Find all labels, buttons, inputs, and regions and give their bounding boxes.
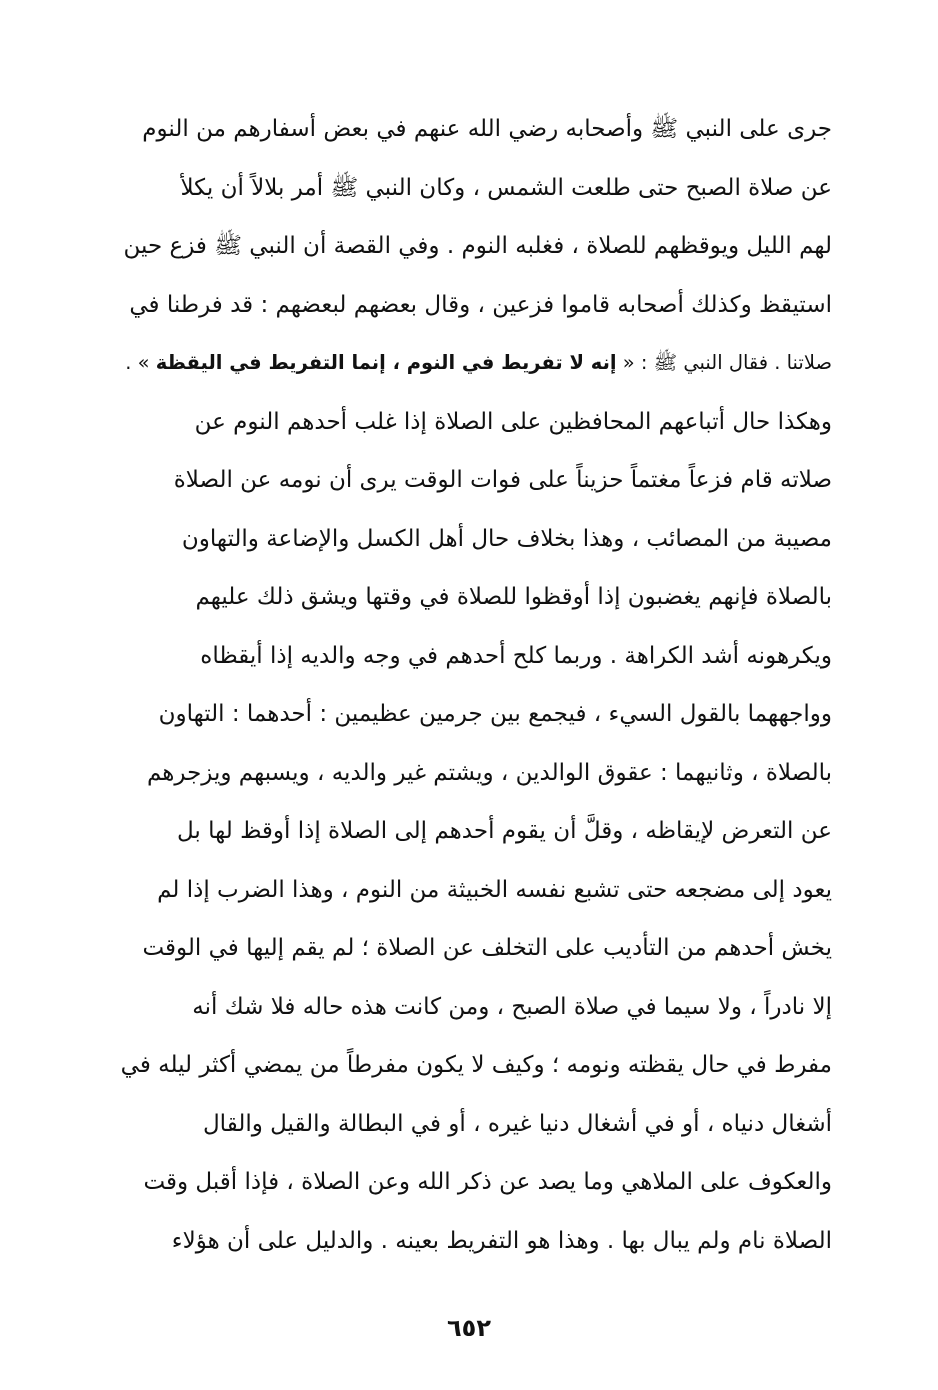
body-text <box>118 106 832 1276</box>
hadith-intro: صلاتنا . فقال النبي ﷺ : « <box>616 351 832 374</box>
text-line: وهكذا حال أتباعهم المحافظين على الصلاة إذا غلب أحدهم النوم عن <box>194 408 832 435</box>
text-line: الصلاة نام ولم يبال بها . وهذا هو التفريط بعينه . والدليل على أن هؤلاء <box>171 1227 832 1254</box>
text-line: صلاته قام فزعاً مغتماً حزيناً على فوات الوقت يرى أن نومه عن الصلاة <box>173 467 832 493</box>
text-line: مفرط في حال يقظته ونومه ؛ وكيف لا يكون مفرطاً من يمضي أكثر ليله في <box>120 1052 832 1078</box>
text-line: يعود إلى مضجعه حتى تشبع نفسه الخبيثة من النوم ، وهذا الضرب إذا لم <box>157 876 832 903</box>
text-line: يخش أحدهم من التأديب على التخلف عن الصلاة ؛ لم يقم إليها في الوقت <box>142 935 832 961</box>
text-line: وواجههما بالقول السيء ، فيجمع بين جرمين عظيمين : أحدهما : التهاون <box>158 701 832 727</box>
text-line: إلا نادراً ، ولا سيما في صلاة الصبح ، ومن كانت هذه حاله فلا شك أنه <box>192 993 832 1020</box>
text-line: لهم الليل ويوقظهم للصلاة ، فغلبه النوم . وفي القصة أن النبي ﷺ فزع حين <box>123 233 832 259</box>
hadith-close: » . <box>125 351 156 374</box>
text-line-with-hadith <box>118 340 832 399</box>
text-line: أشغال دنياه ، أو في أشغال دنيا غيره ، أو في البطالة والقيل والقال <box>202 1110 832 1137</box>
text-line: عن صلاة الصبح حتى طلعت الشمس ، وكان النبي ﷺ أمر بلالاً أن يكلأ <box>180 174 832 201</box>
page-number: ٦٥٢ <box>447 1314 491 1342</box>
text-line: جرى على النبي ﷺ وأصحابه رضي الله عنهم في بعض أسفارهم من النوم <box>142 116 832 142</box>
text-line: استيقظ وكذلك أصحابه قاموا فزعين ، وقال بعضهم لبعضهم : قد فرطنا في <box>129 291 832 318</box>
text-line: والعكوف على الملاهي وما يصد عن ذكر الله وعن الصلاة ، فإذا أقبل وقت <box>143 1169 832 1195</box>
hadith-quote: إنه لا تفريط في النوم ، إنما التفريط في اليقظة <box>155 351 617 374</box>
text-line: عن التعرض لإيقاظه ، وقلَّ أن يقوم أحدهم إلى الصلاة إذا أوقظ لها بل <box>177 818 832 844</box>
text-line: ويكرهونه أشد الكراهة . وربما كلح أحدهم في وجه والديه إذا أيقظاه <box>200 642 832 669</box>
text-line: مصيبة من المصائب ، وهذا بخلاف حال أهل الكسل والإضاعة والتهاون <box>181 525 832 552</box>
text-line: بالصلاة ، وثانيهما : عقوق الوالدين ، ويشتم غير والديه ، ويسبهم ويزجرهم <box>146 759 832 786</box>
text-line: بالصلاة فإنهم يغضبون إذا أوقظوا للصلاة في وقتها ويشق ذلك عليهم <box>195 584 832 610</box>
